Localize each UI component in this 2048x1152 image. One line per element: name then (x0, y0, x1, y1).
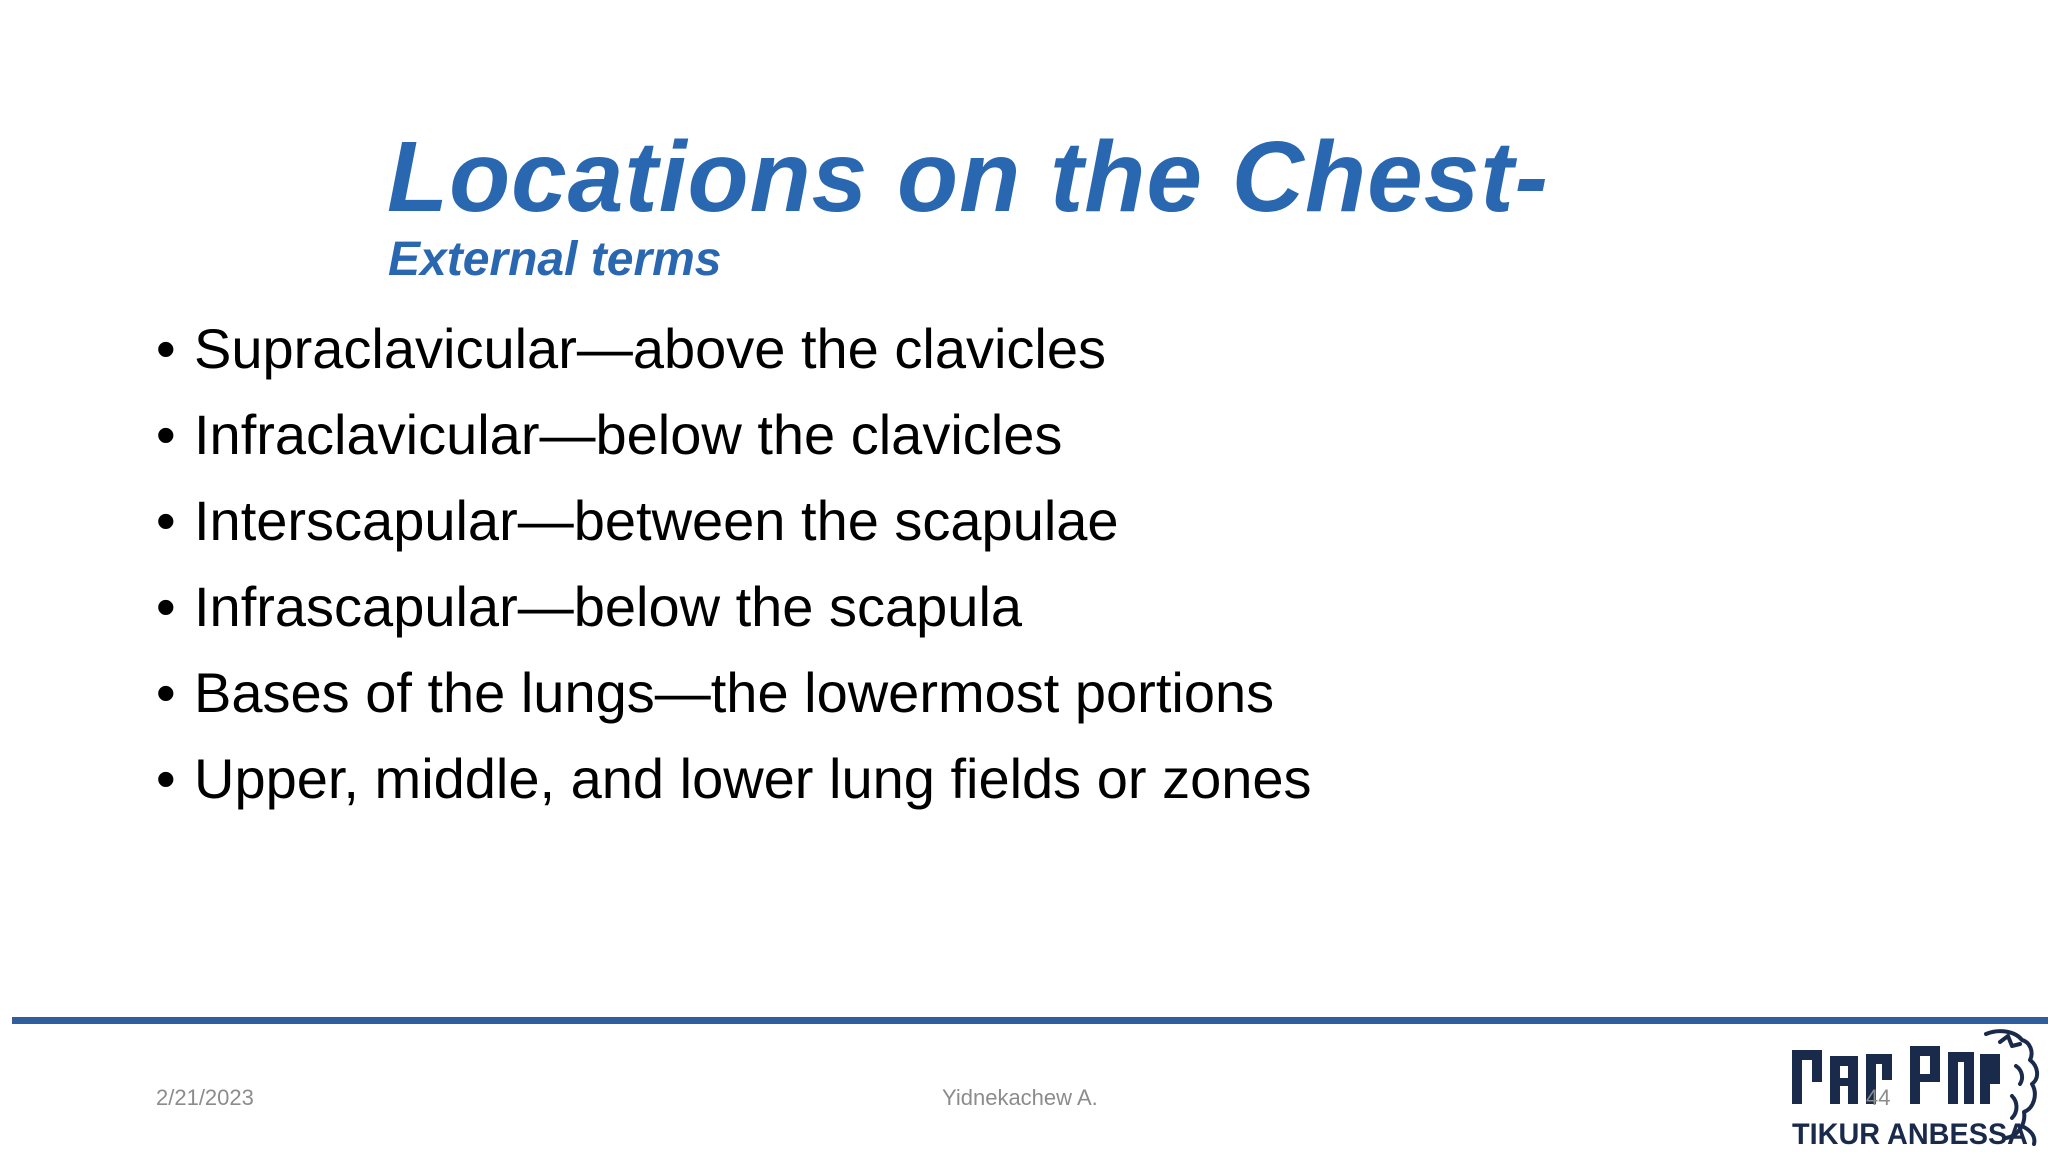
bullet-item (156, 564, 1312, 650)
bullet-marker: • (156, 403, 176, 466)
bullet-text: Interscapular—between the scapulae (194, 489, 1119, 552)
bullet-marker: • (156, 747, 176, 810)
bullet-list (156, 306, 1312, 822)
bullet-text: Supraclavicular—above the clavicles (194, 317, 1106, 380)
tikur-anbessa-logo-icon (1786, 1026, 2044, 1152)
bullet-marker: • (156, 661, 176, 724)
bullet-marker: • (156, 489, 176, 552)
slide-subtitle: External terms (388, 233, 722, 286)
bullet-text: Infrascapular—below the scapula (194, 575, 1023, 638)
bullet-item (156, 736, 1312, 822)
bullet-text: Bases of the lungs—the lowermost portions (194, 661, 1275, 724)
bullet-text: Upper, middle, and lower lung fields or zones (194, 747, 1312, 810)
bullet-item (156, 392, 1312, 478)
footer-date: 2/21/2023 (156, 1085, 254, 1110)
footer-divider (12, 1017, 2048, 1024)
bullet-marker: • (156, 575, 176, 638)
bullet-item (156, 650, 1312, 736)
bullet-item (156, 478, 1312, 564)
slide-title: Locations on the Chest- (387, 121, 1549, 233)
footer-page-number: 44 (1866, 1085, 1891, 1110)
bullet-text: Infraclavicular—below the clavicles (194, 403, 1063, 466)
bullet-item (156, 306, 1312, 392)
footer-author: Yidnekachew A. (942, 1085, 1098, 1110)
bullet-marker: • (156, 317, 176, 380)
amharic-script-icon (1792, 1046, 2000, 1104)
logo-latin-text: TIKUR ANBESSA (1792, 1118, 2028, 1151)
